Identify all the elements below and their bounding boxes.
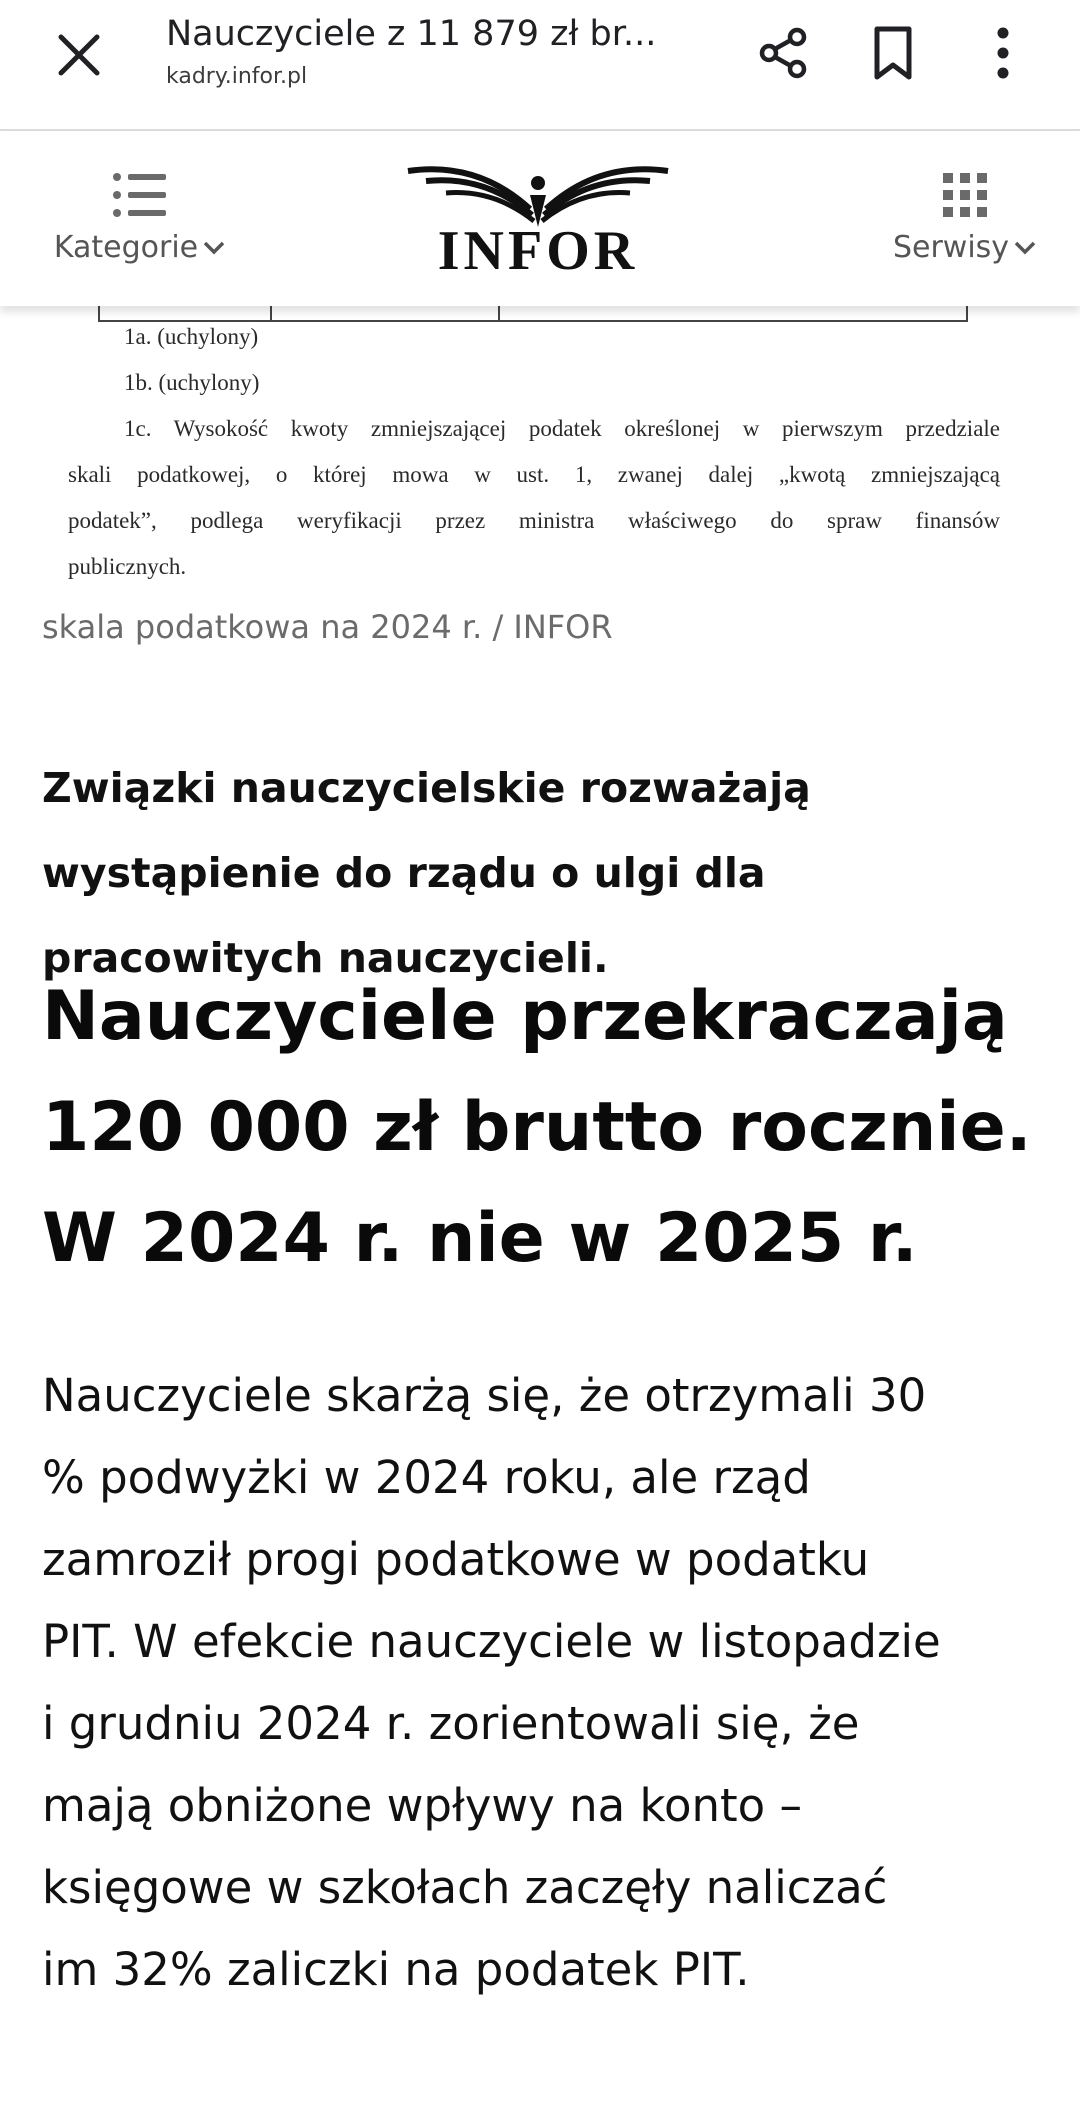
list-icon (112, 171, 168, 219)
paragraph-line: Nauczyciele skarżą się, że otrzymali 30 (42, 1369, 927, 1422)
paragraph-line: PIT. W efekcie nauczyciele w listopadzie (42, 1615, 941, 1668)
scan-line: skali podatkowej, o której mowa w ust. 1, zwanej dalej „kwotą zmniejszającą (68, 462, 1000, 487)
more-options-button[interactable] (968, 18, 1038, 88)
services-menu-button[interactable] (880, 171, 1050, 265)
more-vertical-icon (993, 25, 1013, 81)
share-button[interactable] (748, 18, 818, 88)
article-paragraph (42, 1355, 1062, 2011)
services-label: Serwisy (892, 230, 1010, 265)
infor-logo[interactable] (398, 161, 678, 281)
scan-line: podatek”, podlega weryfikacji przez ministra właściwego do spraw finansów (68, 508, 1000, 533)
paragraph-line: im 32% zaliczki na podatek PIT. (42, 1943, 750, 1996)
scan-line: 1b. (uchylony) (124, 370, 260, 395)
page-title-block (166, 14, 726, 89)
lead-line: Związki nauczycielskie rozważają (42, 764, 811, 812)
section-heading (42, 961, 1052, 1294)
categories-label-row (54, 230, 226, 265)
services-label-row (893, 230, 1037, 265)
heading-line: W 2024 r. nie w 2025 r. (42, 1199, 918, 1278)
bookmark-button[interactable] (858, 18, 928, 88)
chevron-down-icon (202, 239, 226, 257)
heading-line: 120 000 zł brutto rocznie. (42, 1088, 1032, 1167)
lead-line: pracowitych nauczycieli. (42, 934, 609, 982)
scan-line: 1c. Wysokość kwoty zmniejszającej podatek określonej w pierwszym przedziale (124, 416, 1000, 441)
paragraph-line: % podwyżki w 2024 roku, ale rząd (42, 1451, 811, 1504)
browser-top-bar (0, 0, 1080, 131)
paragraph-line: mają obniżone wpływy na konto – (42, 1779, 802, 1832)
chevron-down-icon (1013, 239, 1037, 257)
page-url: kadry.infor.pl (166, 64, 308, 89)
paragraph-line: księgowe w szkołach zaczęły naliczać (42, 1861, 888, 1914)
close-icon (57, 33, 101, 77)
bookmark-icon (869, 25, 917, 81)
grid-icon (941, 171, 989, 219)
categories-label: Kategorie (53, 230, 199, 265)
paragraph-line: i grudniu 2024 r. zorientowali się, że (42, 1697, 860, 1750)
site-header (0, 131, 1080, 306)
logo-text: INFOR (437, 220, 639, 282)
heading-line: Nauczyciele przekraczają (42, 977, 1008, 1056)
scan-line: publicznych. (68, 554, 187, 579)
image-caption: skala podatkowa na 2024 r. / INFOR (42, 608, 613, 646)
categories-menu-button[interactable] (40, 171, 240, 265)
scan-line: 1a. (uchylony) (124, 324, 259, 349)
paragraph-line: zamroził progi podatkowe w podatku (42, 1533, 870, 1586)
share-icon (755, 25, 811, 81)
close-button[interactable] (44, 20, 114, 90)
page-title: Nauczyciele z 11 879 zł br... (166, 14, 657, 54)
article-image-scan (60, 306, 1020, 588)
scan-table-edge (98, 306, 968, 322)
lead-line: wystąpienie do rządu o ulgi dla (42, 849, 766, 897)
